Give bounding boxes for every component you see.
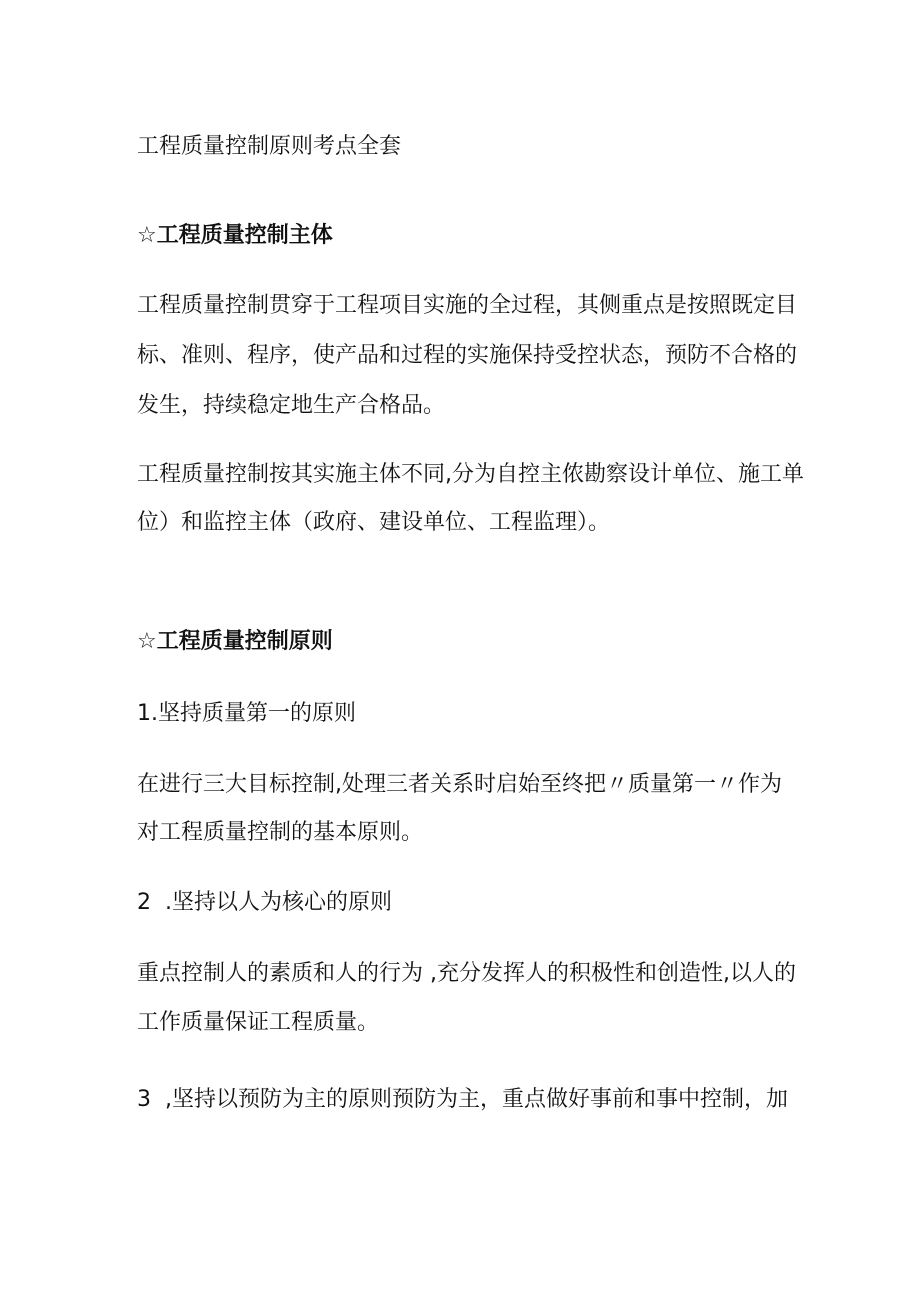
section-heading-subject: [137, 221, 333, 251]
paragraph-line: 位）和监控主体（政府、建设单位、工程监理）。: [137, 510, 611, 535]
principle-title-2: 2 .坚持以人为核心的原则: [137, 890, 392, 915]
document-title: 工程质量控制原则考点全套: [137, 134, 402, 159]
paragraph-line: 重点控制人的素质和人的行为 ,充分发挥人的积极性和创造性,以人的: [137, 961, 796, 986]
paragraph-line: 对工程质量控制的基本原则。: [137, 820, 424, 845]
paragraph-line: 工程质量控制贯穿于工程项目实施的全过程，其侧重点是按照既定目: [137, 293, 798, 318]
section-heading-text: 工程质量控制主体: [156, 223, 333, 248]
star-icon: ☆: [137, 223, 157, 248]
paragraph-line: 工程质量控制按其实施主体不同,分为自控主侬勘察设计单位、施工单: [137, 462, 804, 487]
paragraph-line: 发生，持续稳定地生产合格品。: [137, 393, 446, 418]
paragraph-line: 在进行三大目标控制,处理三者关系时启始至终把〃质量第一〃作为: [137, 772, 782, 797]
paragraph-line: 工作质量保证工程质量。: [137, 1010, 380, 1035]
star-icon: ☆: [137, 629, 157, 654]
principle-title-3: 3 ,坚持以预防为主的原则预防为主，重点做好事前和事中控制，加: [137, 1087, 788, 1112]
principle-title-1: 1.坚持质量第一的原则: [137, 701, 356, 726]
section-heading-text: 工程质量控制原则: [156, 629, 333, 654]
section-heading-principles: [137, 627, 333, 657]
paragraph-line: 标、准则、程序，使产品和过程的实施保持受控状态，预防不合格的: [137, 343, 798, 368]
